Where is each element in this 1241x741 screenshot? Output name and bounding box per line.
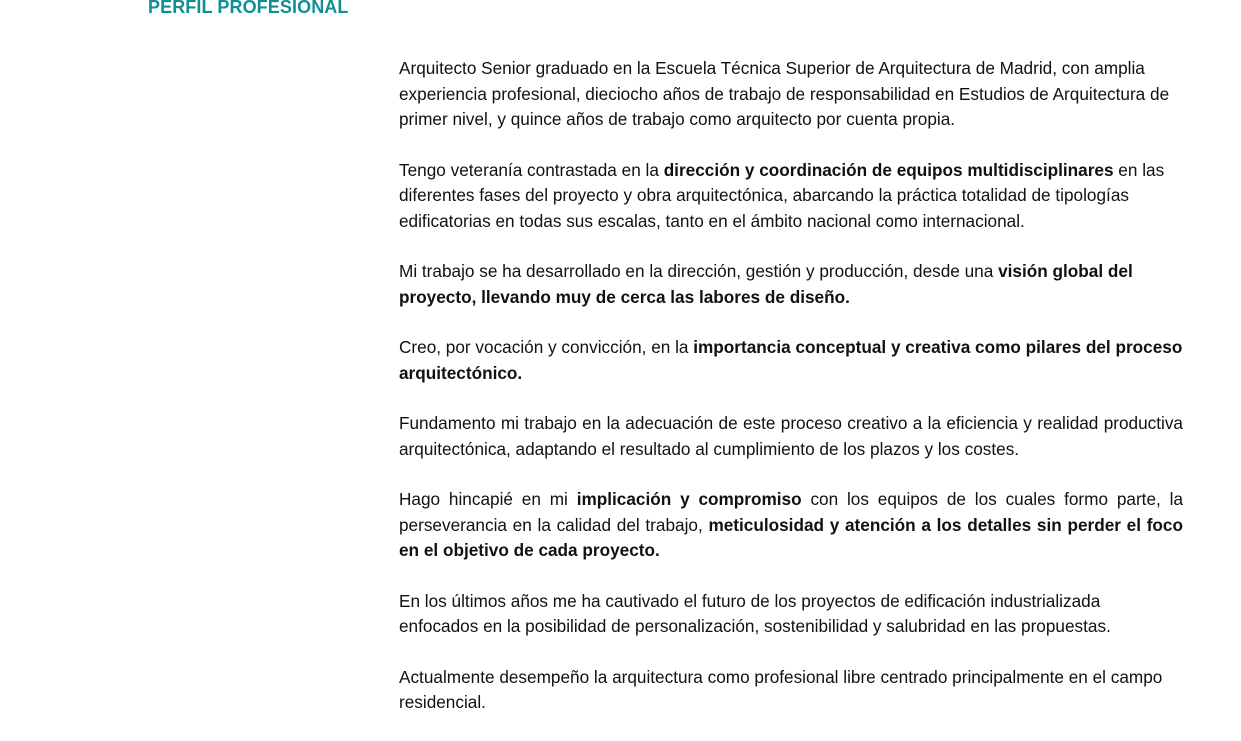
paragraph-text: Creo, por vocación y convicción, en la [399,337,694,357]
paragraph-current-practice [399,665,1183,716]
paragraph-highlight: importancia conceptual y creativa como pilares del proceso arquitectónico. [399,337,1183,383]
paragraph-highlight: implicación y compromiso [576,489,802,509]
paragraph-text: Actualmente desempeño la arquitectura como profesional libre centrado principalmente en el campo residencial. [399,666,1163,712]
paragraph-efficiency [399,411,1183,462]
paragraph-education [399,56,1183,133]
paragraph-text: Arquitecto Senior graduado en la Escuela Técnica Superior de Arquitectura de Madrid, con amplia experiencia profesional, dieciocho años de trabajo de responsabilidad en Estudios de Arquitectura de primer nivel, y quince años de trabajo como arquitecto por cuenta propia. [399,58,1170,129]
paragraph-text: en las diferentes fases del proyecto y obra arquitectónica, abarcando la práctica totalidad de tipologías edificatorias en todas sus escalas, tanto en el ámbito nacional como internacional. [399,159,1165,231]
paragraph-management [399,259,1183,310]
paragraph-text: con los equipos de los cuales formo parte, la perseverancia en la calidad del trabajo, [399,489,1183,535]
paragraph-highlight: meticulosidad y atención a los detalles sin perder el foco en el objetivo de cada proyecto. [399,514,1183,560]
paragraph-highlight: visión global del proyecto, llevando muy de cerca las labores de diseño. [399,261,1133,307]
paragraph-text: En los últimos años me ha cautivado el futuro de los proyectos de edificación industrializada enfocados en la posibilidad de personalización, sostenibilidad y salubridad en las propuestas. [399,590,1111,636]
paragraph-text: Tengo veteranía contrastada en la [399,159,664,180]
paragraph-conviction [399,335,1183,386]
section-heading: PERFIL PROFESIONAL [148,0,349,17]
paragraph-text: Hago hincapié en mi [399,489,577,509]
paragraph-industrialization [399,589,1183,640]
paragraph-text: Mi trabajo se ha desarrollado en la dirección, gestión y producción, desde una [399,261,999,281]
paragraph-commitment [399,487,1183,564]
paragraph-leadership [399,158,1183,235]
paragraph-highlight: dirección y coordinación de equipos multidisciplinares [663,159,1114,180]
profile-body [399,56,1183,741]
paragraph-text: Fundamento mi trabajo en la adecuación de este proceso creativo a la eficiencia y realidad productiva arquitectónica, adaptando el resultado al cumplimiento de los plazos y los costes. [399,413,1183,459]
